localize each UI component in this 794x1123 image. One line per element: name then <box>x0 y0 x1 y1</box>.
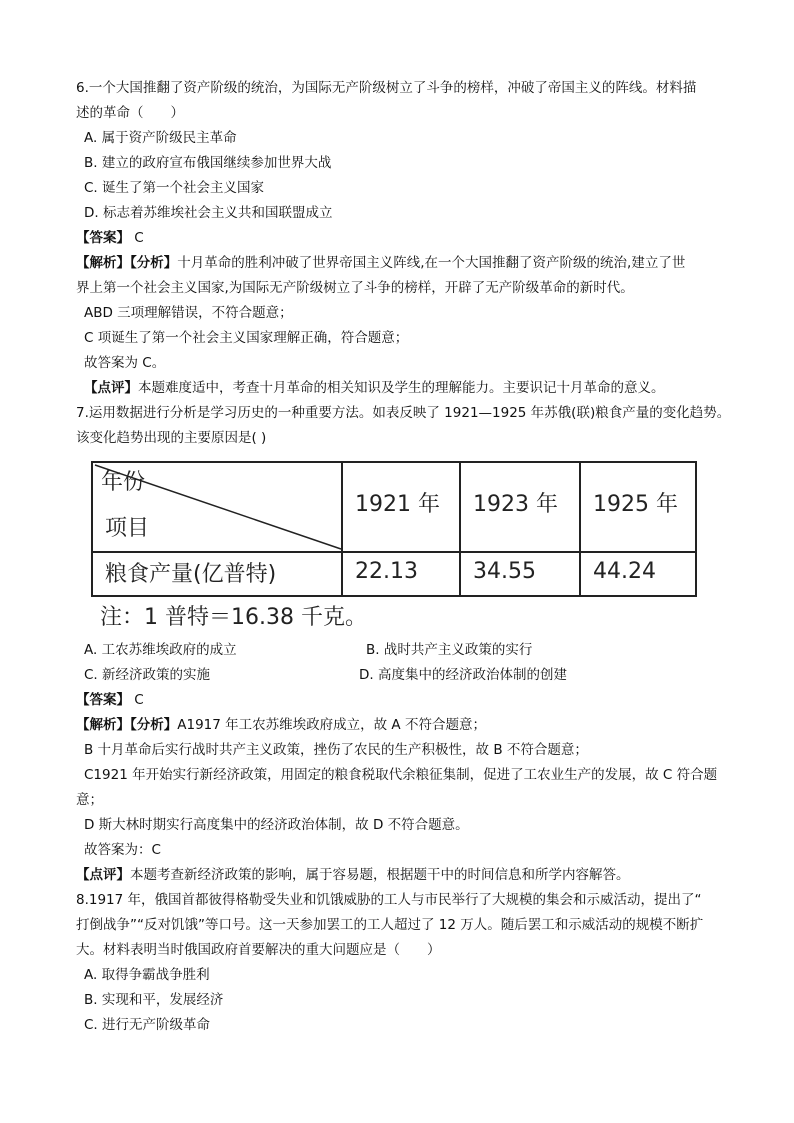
q7-stem-line2: 该变化趋势出现的主要原因是( ) <box>76 430 267 446</box>
q8-option-b: B. 实现和平，发展经济 <box>84 992 224 1008</box>
q6-stem-line1: 6.一个大国推翻了资产阶级的统治，为国际无产阶级树立了斗争的榜样，冲破了帝国主义的阵线。材料描 <box>76 80 697 96</box>
q6-analysis-line3: ABD 三项理解错误，不符合题意； <box>84 305 293 321</box>
q6-comment-label: 【点评】 <box>84 380 138 396</box>
q7-analysis-line5: D 斯大林时期实行高度集中的经济政治体制，故 D 不符合题意。 <box>84 817 469 833</box>
q6-option-b: B. 建立的政府宣布俄国继续参加世界大战 <box>84 155 332 171</box>
table-header-item: 项目 <box>105 516 150 541</box>
q7-comment-label: 【点评】 <box>76 867 130 883</box>
table-row-label: 粮食产量(亿普特) <box>105 562 277 587</box>
q7-analysis-line6: 故答案为：C <box>84 842 161 858</box>
table-year-1925: 1925 年 <box>593 492 678 517</box>
q7-analysis-line1 <box>76 715 486 735</box>
grain-output-table <box>91 461 697 597</box>
q7-analysis-line2: B 十月革命后实行战时共产主义政策，挫伤了农民的生产积极性，故 B 不符合题意； <box>84 742 588 758</box>
table-header-year: 年份 <box>101 470 146 495</box>
q7-option-c: C. 新经济政策的实施 <box>84 667 211 683</box>
q7-comment-text: 本题考查新经济政策的影响，属于容易题，根据题干中的时间信息和所学内容解答。 <box>130 867 630 883</box>
q6-analysis-text1: 十月革命的胜利冲破了世界帝国主义阵线,在一个大国推翻了资产阶级的统治,建立了世 <box>177 255 686 271</box>
q6-option-d: D. 标志着苏维埃社会主义共和国联盟成立 <box>84 205 333 221</box>
q6-comment-text: 本题难度适中，考查十月革命的相关知识及学生的理解能力。主要识记十月革命的意义。 <box>138 380 665 396</box>
q7-analysis-line4: 意； <box>76 792 103 808</box>
table-value-1925: 44.24 <box>593 559 656 584</box>
q6-analysis-line1 <box>76 253 685 273</box>
table-divider <box>579 463 581 595</box>
q7-answer-label: 【答案】 <box>76 692 130 708</box>
table-value-1923: 34.55 <box>473 559 536 584</box>
q7-answer <box>76 690 144 710</box>
table-year-1923: 1923 年 <box>473 492 558 517</box>
table-value-1921: 22.13 <box>355 559 418 584</box>
q8-stem-line2: 打倒战争”“反对饥饿”等口号。这一天参加罢工的工人超过了 12 万人。随后罢工和示威活动的规模不断扩 <box>76 917 704 933</box>
q6-analysis-line4: C 项诞生了第一个社会主义国家理解正确，符合题意； <box>84 330 409 346</box>
q7-answer-value: C <box>130 692 144 708</box>
q8-option-c: C. 进行无产阶级革命 <box>84 1017 211 1033</box>
q7-analysis-line3: C1921 年开始实行新经济政策，用固定的粮食税取代余粮征集制，促进了工农业生产的发展，故 C 符合题 <box>84 767 718 783</box>
q6-option-a: A. 属于资产阶级民主革命 <box>84 130 237 146</box>
q7-analysis-label: 【解析】【分析】 <box>76 717 178 733</box>
q7-stem-line1: 7.运用数据进行分析是学习历史的一种重要方法。如表反映了 1921—1925 年苏俄(联)粮食产量的变化趋势。 <box>76 405 731 421</box>
q7-option-d: D. 高度集中的经济政治体制的创建 <box>359 667 567 683</box>
table-divider <box>341 463 343 595</box>
q6-analysis-label: 【解析】【分析】 <box>76 255 178 271</box>
q6-answer <box>76 228 144 248</box>
q6-answer-label: 【答案】 <box>76 230 130 246</box>
q8-stem-line1: 8.1917 年，俄国首都彼得格勒受失业和饥饿威胁的工人与市民举行了大规模的集会和示威活动，提出了“ <box>76 892 702 908</box>
table-year-1921: 1921 年 <box>355 492 440 517</box>
q6-answer-value: C <box>130 230 144 246</box>
q7-analysis-text1: A1917 年工农苏维埃政府成立，故 A 不符合题意； <box>177 717 486 733</box>
q6-analysis-line2: 界上第一个社会主义国家,为国际无产阶级树立了斗争的榜样，开辟了无产阶级革命的新时代。 <box>76 280 634 296</box>
q6-analysis-line5: 故答案为 C。 <box>84 355 166 371</box>
q6-option-c: C. 诞生了第一个社会主义国家 <box>84 180 265 196</box>
table-note: 注：1 普特＝16.38 千克。 <box>100 605 367 630</box>
q6-stem-line2: 述的革命（ ） <box>76 105 184 121</box>
table-divider <box>93 551 695 553</box>
q8-stem-line3: 大。材料表明当时俄国政府首要解决的重大问题应是（ ） <box>76 942 441 958</box>
q6-comment <box>84 378 665 398</box>
table-divider <box>459 463 461 595</box>
q8-option-a: A. 取得争霸战争胜利 <box>84 967 210 983</box>
q7-option-b: B. 战时共产主义政策的实行 <box>366 642 533 658</box>
q7-comment <box>76 865 630 885</box>
q7-option-a: A. 工农苏维埃政府的成立 <box>84 642 237 658</box>
